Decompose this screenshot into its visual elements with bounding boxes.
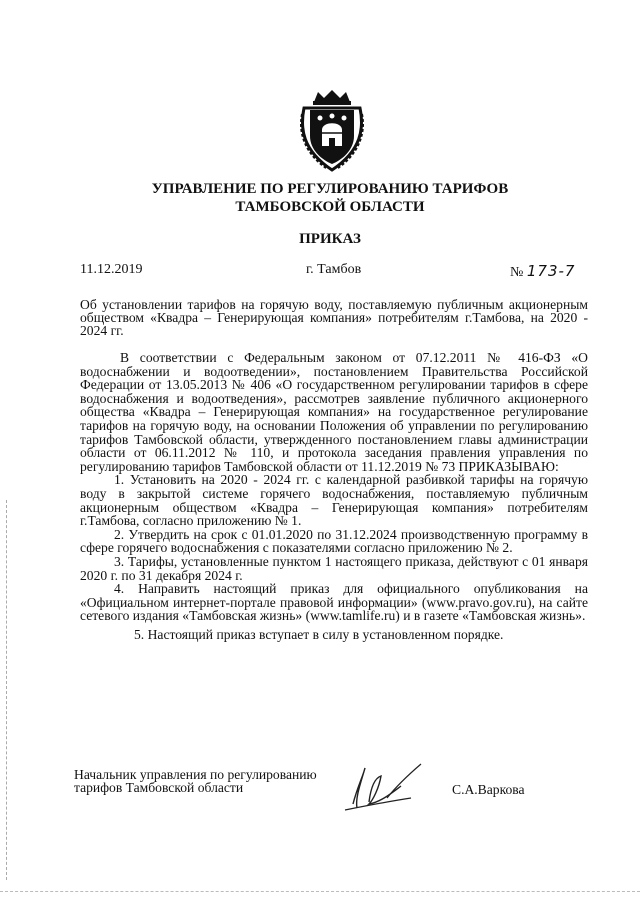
order-body <box>80 351 588 641</box>
order-item-2: 2. Утвердить на срок с 01.01.2020 по 31.12.2024 производственную программу в сфере горячего водоснабжения с показателями согласно приложению № 2. <box>80 526 588 556</box>
order-number-handwritten: 173-7 <box>526 262 576 280</box>
preamble-paragraph: В соответствии с Федеральным законом от 07.12.2011 № 416-ФЗ «О водоснабжении и водоотведении», постановлением Правительства Российской Федерации от 13.05.2013 № 406 «О государственном регулировании тарифов в сфере водоснабжения и водоотведения», рассмотрев заявление публичного акционерного общества «Квадра – Генерирующая компания» на государственное регулирование тарифов на горячую воду, на основании Положения об управлении по регулированию тарифов Тамбовской области, утвержденного постановлением главы администрации области от 06.11.2012 № 110, и протокола заседания правления управления по регулированию тарифов Тамбовской области от 11.12.2019 № 73 ПРИКАЗЫВАЮ: <box>80 350 588 474</box>
signatory-position-line1: Начальник управления по регулированию <box>74 767 317 782</box>
order-date: 11.12.2019 <box>80 262 143 277</box>
order-item-3: 3. Тарифы, установленные пунктом 1 настоящего приказа, действуют с 01 января 2020 г. по 31 декабря 2024 г. <box>80 553 588 583</box>
scan-bottom-mark <box>0 891 640 893</box>
order-item-4: 4. Направить настоящий приказ для официального опубликования на «Официальном интернет-портале правовой информации» (www.pravo.gov.ru), на сайте сетевого издания «Тамбовская жизнь» (www.tamlife.ru) и в газете «Тамбовская жизнь». <box>80 581 588 624</box>
order-subject: Об установлении тарифов на горячую воду, поставляемую публичным акционерным обществом «Квадра – Генерирующая компания» потребителям г.Тамбова, на 2020 - 2024 гг. <box>80 297 588 338</box>
signatory-name: С.А.Варкова <box>452 782 525 797</box>
order-item-1: 1. Установить на 2020 - 2024 гг. с календарной разбивкой тарифы на горячую воду в закрытой системе горячего водоснабжения, поставляемую публичным акционерным обществом «Квадра – Генерирующая компания» потребителям г.Тамбова, согласно приложению № 1. <box>80 472 588 529</box>
signatory-position-line2: тарифов Тамбовской области <box>74 780 244 795</box>
order-number <box>510 262 575 281</box>
authority-name-line2: ТАМБОВСКОЙ ОБЛАСТИ <box>235 199 425 215</box>
order-number-prefix: № <box>510 265 524 280</box>
signatory-position <box>74 768 317 794</box>
document-title: ПРИКАЗ <box>299 231 361 247</box>
tambov-coat-of-arms-emblem <box>296 88 368 174</box>
scan-edge-mark <box>6 500 8 880</box>
order-city: г. Тамбов <box>306 262 362 277</box>
handwritten-signature <box>335 758 435 818</box>
authority-name-line1: УПРАВЛЕНИЕ ПО РЕГУЛИРОВАНИЮ ТАРИФОВ <box>151 181 509 197</box>
order-item-5: 5. Настоящий приказ вступает в силу в установленном порядке. <box>134 626 504 642</box>
